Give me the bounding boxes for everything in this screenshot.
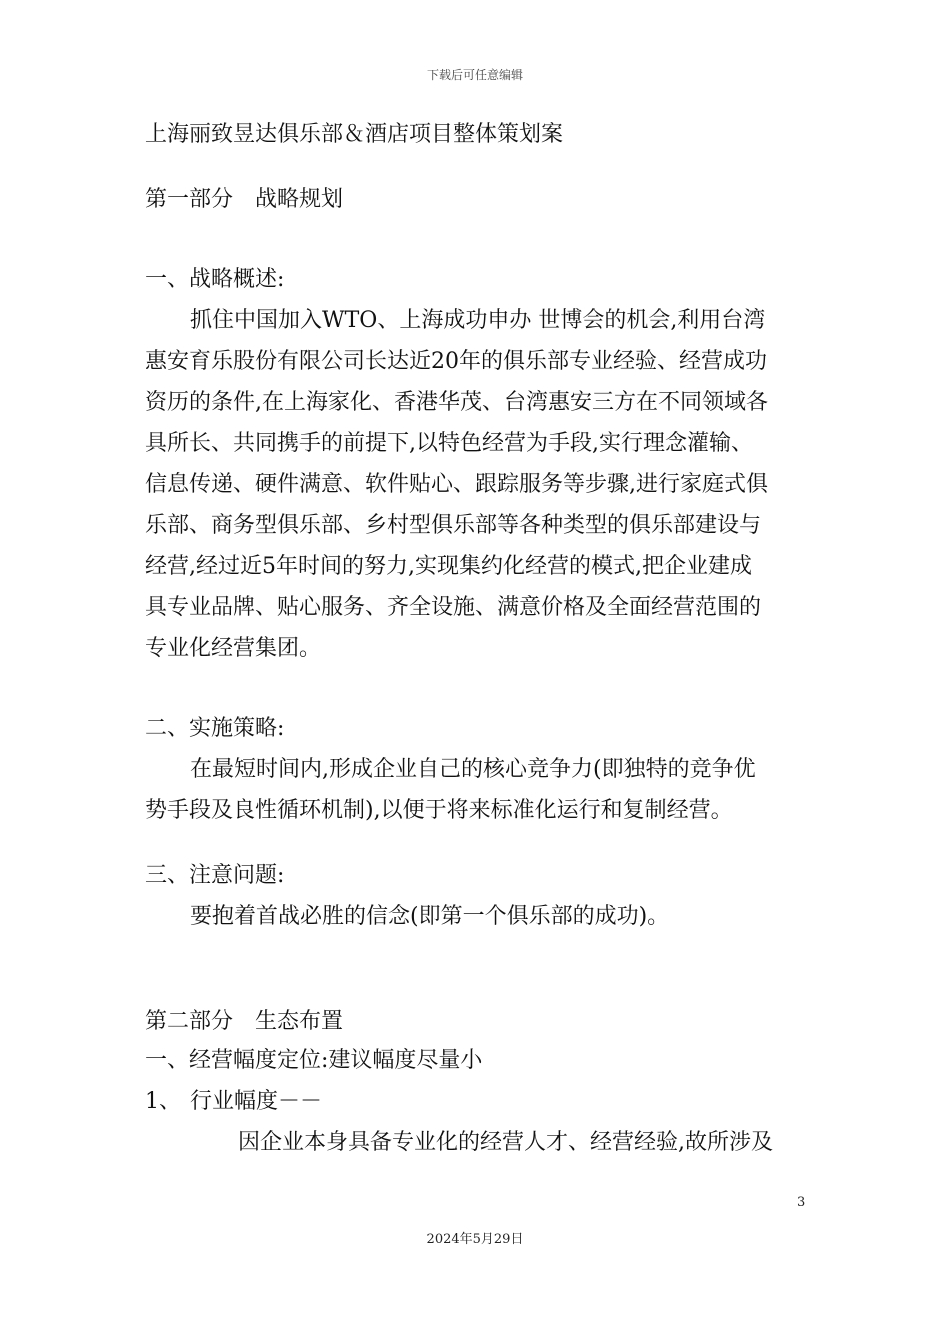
part1-heading: 第一部分 战略规划 — [145, 187, 344, 212]
section2-heading: 二、实施策略: — [145, 716, 285, 741]
paragraph-line: 惠安育乐股份有限公司长达近20年的俱乐部专业经验、经营成功 — [145, 349, 767, 374]
paragraph-line: 势手段及良性循环机制),以便于将来标准化运行和复制经营。 — [145, 798, 733, 823]
section1-heading: 一、战略概述: — [145, 267, 285, 292]
paragraph-line: 具所长、共同携手的前提下,以特色经营为手段,实行理念灌输、 — [145, 431, 753, 456]
paragraph-line: 资历的条件,在上海家化、香港华茂、台湾惠安三方在不同领域各 — [145, 390, 768, 415]
part2-heading: 第二部分 生态布置 — [145, 1009, 344, 1034]
part2-section1-heading: 一、经营幅度定位:建议幅度尽量小 — [145, 1048, 483, 1073]
list-item-number: 1、 — [145, 1089, 181, 1114]
paragraph-line: 在最短时间内,形成企业自己的核心竞争力(即独特的竞争优 — [190, 757, 756, 782]
list-item — [145, 1087, 322, 1117]
paragraph-line: 抓住中国加入WTO、上海成功申办 世博会的机会,利用台湾 — [190, 308, 766, 333]
page-footer-date: 2024年5月29日 — [426, 1232, 524, 1247]
list-item-text: 行业幅度－－ — [190, 1089, 323, 1114]
paragraph-line: 因企业本身具备专业化的经营人才、经营经验,故所涉及 — [238, 1130, 773, 1155]
paragraph-line: 专业化经营集团。 — [145, 636, 322, 661]
paragraph-line: 要抱着首战必胜的信念(即第一个俱乐部的成功)。 — [190, 904, 670, 929]
page-number: 3 — [797, 1195, 806, 1210]
paragraph-line: 乐部、商务型俱乐部、乡村型俱乐部等各种类型的俱乐部建设与 — [145, 513, 762, 538]
document-title: 上海丽致昱达俱乐部＆酒店项目整体策划案 — [145, 122, 564, 147]
page-header: 下载后可任意编辑 — [426, 68, 523, 82]
paragraph-line: 具专业品牌、贴心服务、齐全设施、满意价格及全面经营范围的 — [145, 595, 762, 620]
paragraph-line: 经营,经过近5年时间的努力,实现集约化经营的模式,把企业建成 — [145, 554, 752, 579]
section3-heading: 三、注意问题: — [145, 863, 285, 888]
paragraph-line: 信息传递、硬件满意、软件贴心、跟踪服务等步骤,进行家庭式俱 — [145, 472, 768, 497]
